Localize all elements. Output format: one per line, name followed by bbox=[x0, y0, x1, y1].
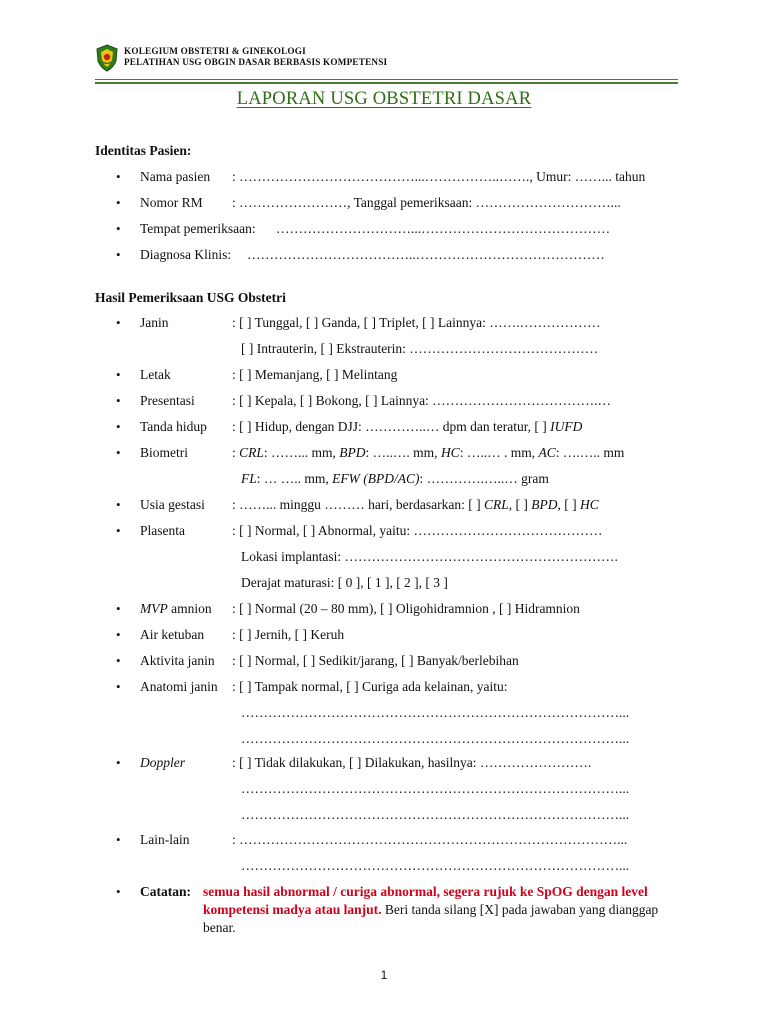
hc-label: HC bbox=[440, 445, 460, 460]
bullet-icon: • bbox=[116, 367, 121, 382]
text: : ….….. mm bbox=[555, 445, 625, 460]
bullet-icon: • bbox=[116, 247, 121, 262]
text: : … ….. mm, bbox=[256, 471, 333, 486]
field-label: Plasenta bbox=[140, 523, 185, 538]
field-value[interactable]: : …………………………………………………………………………... bbox=[232, 832, 628, 847]
bullet-icon: • bbox=[116, 755, 121, 770]
text: : ……... minggu ……… hari, berdasarkan: [ ] bbox=[232, 497, 484, 512]
efw-label: EFW (BPD/AC) bbox=[332, 471, 420, 486]
crl-label: CRL bbox=[239, 445, 264, 460]
ac-label: AC bbox=[538, 445, 556, 460]
catatan-label: Catatan: bbox=[140, 884, 191, 899]
field-diagnosa-klinis[interactable] bbox=[0, 247, 768, 267]
page-number: 1 bbox=[380, 968, 388, 982]
field-value[interactable]: : [ ] Tunggal, [ ] Ganda, [ ] Triplet, [ ] Lainnya: …….……………… bbox=[232, 315, 601, 330]
field-label: Tempat pemeriksaan: bbox=[140, 221, 256, 236]
field-label: Aktivita janin bbox=[140, 653, 215, 668]
field-label: Janin bbox=[140, 315, 169, 330]
bullet-icon: • bbox=[116, 523, 121, 538]
section-heading-hasil: Hasil Pemeriksaan USG Obstetri bbox=[95, 290, 286, 305]
bullet-icon: • bbox=[116, 195, 121, 210]
bullet-icon: • bbox=[116, 445, 121, 460]
field-aktivita-janin[interactable] bbox=[0, 653, 768, 673]
field-value[interactable] bbox=[232, 419, 582, 435]
field-anatomi-line-2[interactable] bbox=[0, 705, 768, 725]
field-value[interactable]: : ……………………, Tanggal pemeriksaan: …………………………... bbox=[232, 195, 621, 210]
field-label: Lain-lain bbox=[140, 832, 190, 847]
iufd-option: IUFD bbox=[550, 419, 583, 434]
text: : …..… . mm, bbox=[459, 445, 539, 460]
field-biometri-2[interactable] bbox=[0, 471, 768, 491]
field-value[interactable] bbox=[241, 471, 549, 487]
field-label bbox=[140, 601, 212, 617]
bullet-icon: • bbox=[116, 884, 121, 899]
field-lain-lain-line-2[interactable] bbox=[0, 858, 768, 878]
field-value[interactable]: …………………………………………………………………………... bbox=[241, 858, 630, 873]
field-biometri[interactable] bbox=[0, 445, 768, 465]
field-label: Nama pasien bbox=[140, 169, 211, 184]
field-value[interactable]: Derajat maturasi: [ 0 ], [ 1 ], [ 2 ], [ 3 ] bbox=[241, 575, 448, 590]
field-value[interactable]: …………………………………………………………………………... bbox=[241, 807, 630, 822]
org-line-1: KOLEGIUM OBSTETRI & GINEKOLOGI bbox=[124, 46, 306, 56]
bullet-icon: • bbox=[116, 832, 121, 847]
field-value[interactable] bbox=[232, 497, 599, 513]
field-janin-lokasi[interactable] bbox=[0, 341, 768, 361]
field-label: Diagnosa Klinis: bbox=[140, 247, 232, 262]
field-value[interactable]: : [ ] Tampak normal, [ ] Curiga ada kelainan, yaitu: bbox=[232, 679, 508, 694]
bullet-icon: • bbox=[116, 221, 121, 236]
text: : ………….…..… gram bbox=[419, 471, 549, 486]
field-label: Usia gestasi bbox=[140, 497, 205, 512]
bpd-label: BPD bbox=[531, 497, 558, 512]
field-value[interactable]: : [ ] Normal (20 – 80 mm), [ ] Oligohidramnion , [ ] Hidramnion bbox=[232, 601, 580, 616]
field-label: Biometri bbox=[140, 445, 188, 460]
document-header bbox=[95, 44, 695, 76]
kolegium-crest-icon bbox=[95, 44, 119, 72]
field-value[interactable]: : …………………………………...……………..……., Umur: ……... tahun bbox=[232, 169, 646, 184]
field-label: Doppler bbox=[140, 755, 185, 770]
bullet-icon: • bbox=[116, 393, 121, 408]
field-plasenta-maturasi[interactable] bbox=[0, 575, 768, 595]
field-mvp-amnion[interactable] bbox=[0, 601, 768, 621]
field-usia-gestasi[interactable] bbox=[0, 497, 768, 517]
field-value[interactable]: : [ ] Jernih, [ ] Keruh bbox=[232, 627, 345, 642]
field-value[interactable]: ………………………………..…………………………………… bbox=[247, 247, 605, 262]
tanda-hidup-text: : [ ] Hidup, dengan DJJ: …………..… dpm dan teratur, [ ] bbox=[232, 419, 551, 434]
header-rule-thick bbox=[95, 82, 678, 84]
field-nama-pasien[interactable] bbox=[0, 169, 768, 189]
hc-label: HC bbox=[579, 497, 599, 512]
bullet-icon: • bbox=[116, 497, 121, 512]
field-presentasi[interactable] bbox=[0, 393, 768, 413]
field-anatomi-line-3[interactable] bbox=[0, 731, 768, 751]
bullet-icon: • bbox=[116, 169, 121, 184]
crl-label: CRL bbox=[483, 497, 509, 512]
field-tanda-hidup[interactable] bbox=[0, 419, 768, 439]
catatan-instruction: Beri tanda silang [X] pada jawaban yang dianggap benar. bbox=[203, 902, 659, 935]
field-label: Nomor RM bbox=[140, 195, 203, 210]
field-janin[interactable] bbox=[0, 315, 768, 335]
field-value[interactable]: …………………………………………………………………………... bbox=[241, 731, 630, 746]
text: : …..…. mm, bbox=[365, 445, 441, 460]
bullet-icon: • bbox=[116, 679, 121, 694]
mvp-label: MVP bbox=[140, 601, 168, 616]
text: amnion bbox=[167, 601, 212, 616]
field-doppler-line-3[interactable] bbox=[0, 807, 768, 827]
field-value[interactable]: : [ ] Kepala, [ ] Bokong, [ ] Lainnya: ……………………………….… bbox=[232, 393, 612, 408]
field-lain-lain[interactable] bbox=[0, 832, 768, 852]
bullet-icon: • bbox=[116, 419, 121, 434]
field-value[interactable]: : [ ] Tidak dilakukan, [ ] Dilakukan, hasilnya: ……………………. bbox=[232, 755, 592, 770]
field-air-ketuban[interactable] bbox=[0, 627, 768, 647]
field-label: Anatomi janin bbox=[140, 679, 218, 694]
document-title: LAPORAN USG OBSTETRI DASAR bbox=[236, 89, 532, 109]
header-rule-thin bbox=[95, 79, 678, 80]
catatan-warning: semua hasil abnormal / curiga abnormal, segera rujuk ke SpOG dengan level kompetensi madya atau lanjut. bbox=[203, 884, 648, 917]
field-doppler-line-2[interactable] bbox=[0, 781, 768, 801]
field-value[interactable]: …………………………………………………………………………... bbox=[241, 705, 630, 720]
text: , [ ] bbox=[508, 497, 532, 512]
field-value[interactable] bbox=[232, 445, 624, 461]
field-label: Air ketuban bbox=[140, 627, 205, 642]
bullet-icon: • bbox=[116, 601, 121, 616]
field-value[interactable]: : [ ] Normal, [ ] Sedikit/jarang, [ ] Banyak/berlebihan bbox=[232, 653, 519, 668]
text: : bbox=[232, 445, 240, 460]
field-plasenta-lokasi[interactable] bbox=[0, 549, 768, 569]
field-value[interactable]: …………………………………………………………………………... bbox=[241, 781, 630, 796]
field-value[interactable]: Lokasi implantasi: ……………………………………………………. bbox=[241, 549, 618, 564]
field-value[interactable]: [ ] Intrauterin, [ ] Ekstrauterin: …………………………………… bbox=[241, 341, 599, 356]
bullet-icon: • bbox=[116, 315, 121, 330]
field-value[interactable]: …………………………...…………………………………… bbox=[276, 221, 611, 236]
text: , [ ] bbox=[557, 497, 580, 512]
field-letak[interactable] bbox=[0, 367, 768, 387]
field-value[interactable]: : [ ] Normal, [ ] Abnormal, yaitu: …………………………………… bbox=[232, 523, 603, 538]
field-label: Letak bbox=[140, 367, 171, 382]
field-anatomi-janin[interactable] bbox=[0, 679, 768, 699]
field-label: Presentasi bbox=[140, 393, 195, 408]
org-line-2: PELATIHAN USG OBGIN DASAR BERBASIS KOMPETENSI bbox=[124, 57, 388, 67]
field-plasenta[interactable] bbox=[0, 523, 768, 543]
field-value[interactable]: : [ ] Memanjang, [ ] Melintang bbox=[232, 367, 398, 382]
catatan-text bbox=[203, 883, 663, 937]
fl-label: FL bbox=[241, 471, 257, 486]
bullet-icon: • bbox=[116, 653, 121, 668]
field-doppler[interactable] bbox=[0, 755, 768, 775]
section-heading-identitas: Identitas Pasien: bbox=[95, 143, 192, 158]
field-label: Tanda hidup bbox=[140, 419, 207, 434]
field-nomor-rm[interactable] bbox=[0, 195, 768, 215]
field-tempat-pemeriksaan[interactable] bbox=[0, 221, 768, 241]
bullet-icon: • bbox=[116, 627, 121, 642]
bpd-label: BPD bbox=[339, 445, 366, 460]
text: : ……... mm, bbox=[263, 445, 340, 460]
organization-name bbox=[124, 46, 387, 68]
